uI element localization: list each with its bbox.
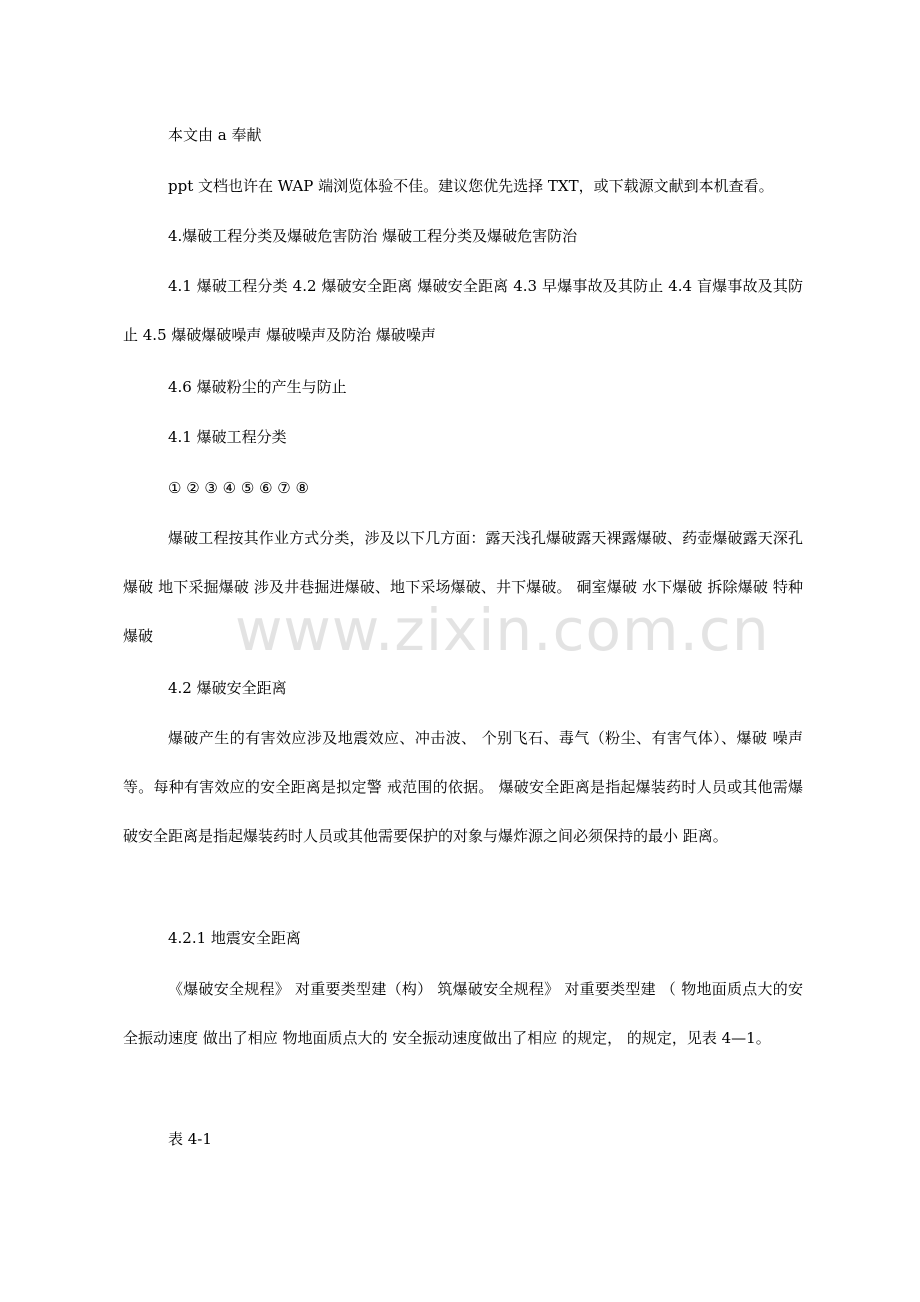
table-caption-4-1: 表 4-1: [168, 1130, 212, 1148]
paragraph-source-note: 本文由 a 奉献: [168, 126, 262, 144]
paragraph-chapter-title: 4.爆破工程分类及爆破危害防治 爆破工程分类及爆破危害防治: [168, 227, 578, 245]
paragraph-viewing-tip: ppt 文档也许在 WAP 端浏览体验不佳。建议您优先选择 TXT，或下载源文献到本机查看。: [168, 177, 774, 195]
section-heading-4-2: 4.2 爆破安全距离: [168, 679, 287, 697]
paragraph-contents-4-6: 4.6 爆破粉尘的产生与防止: [168, 378, 347, 396]
section-heading-4-1: 4.1 爆破工程分类: [168, 428, 287, 446]
section-heading-4-2-1: 4.2.1 地震安全距离: [168, 929, 301, 947]
paragraph-safety-distance: 爆破产生的有害效应涉及地震效应、冲击波、 个别飞石、毒气（粉尘、有害气体）、爆破 噪声等。每种有害效应的安全距离是拟定警 戒范围的依据。 爆破安全距离是指起爆装药时人员或其他需爆破安全距离是指起爆装药时人员或其他需要保护的对象与爆炸源之间必须保持的最小 距离。: [123, 729, 803, 845]
paragraph-seismic-regulation: 《爆破安全规程》 对重要类型建（构） 筑爆破安全规程》 对重要类型建 （ 物地面质点大的安全振动速度 做出了相应 物地面质点大的 安全振动速度做出了相应 的规定， 的规定，见表 4—1。: [123, 980, 803, 1047]
watermark: www.zixin.com.cn: [235, 596, 770, 664]
paragraph-contents-list: 4.1 爆破工程分类 4.2 爆破安全距离 爆破安全距离 4.3 早爆事故及其防止 4.4 盲爆事故及其防止 4.5 爆破爆破噪声 爆破噪声及防治 爆破噪声: [123, 277, 803, 344]
paragraph-blasting-classification: 爆破工程按其作业方式分类，涉及以下几方面：露天浅孔爆破露天裸露爆破、药壶爆破露天深孔爆破 地下采掘爆破 涉及井巷掘进爆破、地下采场爆破、井下爆破。 硐室爆破 水下爆破 拆除爆破 特种爆破: [123, 529, 803, 645]
paragraph-circled-numbers: ① ② ③ ④ ⑤ ⑥ ⑦ ⑧: [168, 479, 309, 497]
